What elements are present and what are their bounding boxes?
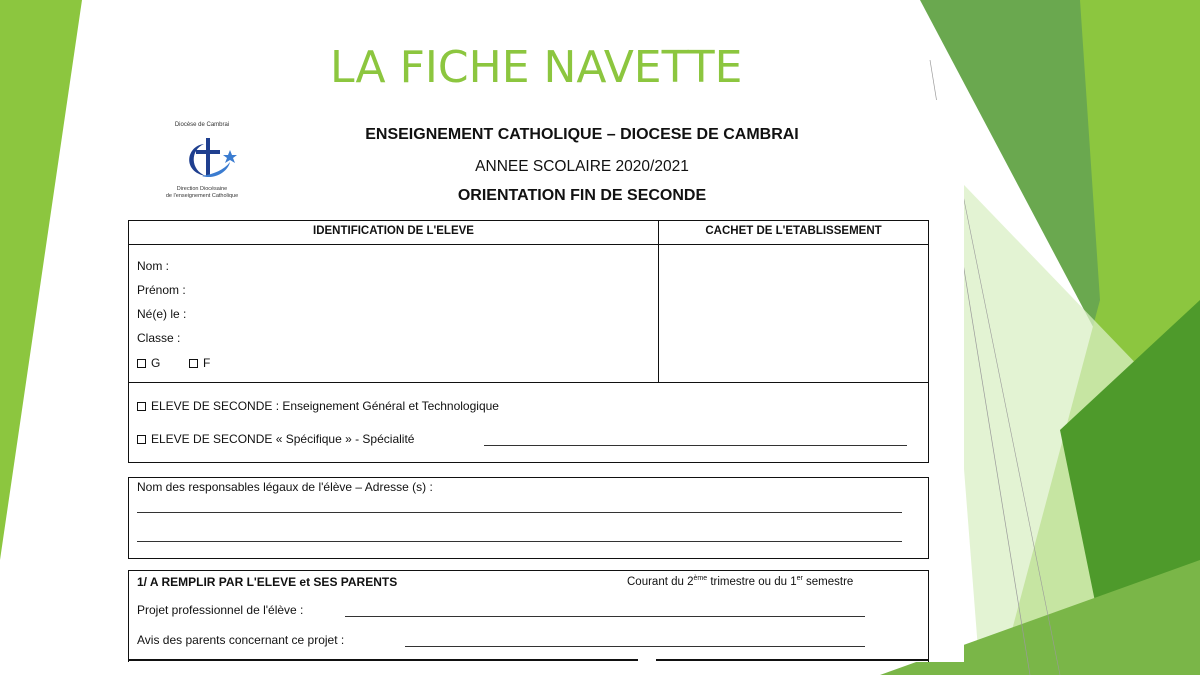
stamp-header: CACHET DE L'ETABLISSEMENT <box>705 225 882 237</box>
left-green-shape <box>0 0 82 560</box>
slide-title: LA FICHE NAVETTE <box>330 42 743 93</box>
field-nom-label: Nom : <box>137 259 170 273</box>
stamp-header-cell <box>658 220 929 245</box>
section1-bottom-rule-right <box>656 659 929 661</box>
identification-header-cell <box>128 220 659 245</box>
gender-g-checkbox[interactable] <box>137 359 146 368</box>
section1-title: 1/ A REMPLIR PAR L'ELEVE et SES PARENTS <box>137 575 398 589</box>
document-header-line3: ORIENTATION FIN DE SECONDE <box>457 187 707 204</box>
form-document <box>112 100 964 662</box>
stamp-area <box>658 244 929 383</box>
parents-opinion-label: Avis des parents concernant ce projet : <box>137 633 345 647</box>
gender-f-option[interactable]: F <box>189 356 210 370</box>
option-general-tech[interactable]: ELEVE DE SECONDE : Enseignement Général et Technologique <box>137 399 499 413</box>
project-label: Projet professionnel de l'élève : <box>137 603 304 617</box>
field-classe-label: Classe : <box>137 331 181 345</box>
identification-table <box>128 220 929 383</box>
identification-header: IDENTIFICATION DE L'ELEVE <box>313 225 474 237</box>
option-specific[interactable]: ELEVE DE SECONDE « Spécifique » - Spécialité <box>137 432 414 446</box>
project-blank-line[interactable] <box>345 616 865 617</box>
parents-opinion-blank-line[interactable] <box>405 646 865 647</box>
field-birthdate-label: Né(e) le : <box>137 307 187 321</box>
diocese-logo <box>152 122 252 210</box>
document-header-line1: ENSEIGNEMENT CATHOLIQUE – DIOCESE DE CAMBRAI <box>365 126 799 143</box>
section1-bottom-rule <box>128 659 638 661</box>
section1-box <box>128 570 929 662</box>
guardians-label: Nom des responsables légaux de l'élève – Adresse (s) : <box>137 480 433 494</box>
specialite-blank-line[interactable] <box>484 445 907 446</box>
guardians-blank-line-1[interactable] <box>137 512 902 513</box>
logo-top-text: Diocèse de Cambrai <box>174 122 230 128</box>
document-header-line2: ANNEE SCOLAIRE 2020/2021 <box>475 158 689 175</box>
field-prenom-label: Prénom : <box>137 283 186 297</box>
guardians-blank-line-2[interactable] <box>137 541 902 542</box>
option-general-tech-checkbox[interactable] <box>137 402 146 411</box>
option-specific-checkbox[interactable] <box>137 435 146 444</box>
guardians-box <box>128 477 929 559</box>
gender-g-option[interactable]: G <box>137 356 160 370</box>
cross-star-logo-icon <box>180 132 240 182</box>
class-options-box <box>128 382 929 463</box>
logo-subtitle: Direction Diocésaine de l'enseignement Catholique <box>165 186 239 199</box>
gender-f-checkbox[interactable] <box>189 359 198 368</box>
section1-period: Courant du 2ème trimestre ou du 1er semestre <box>627 575 854 588</box>
